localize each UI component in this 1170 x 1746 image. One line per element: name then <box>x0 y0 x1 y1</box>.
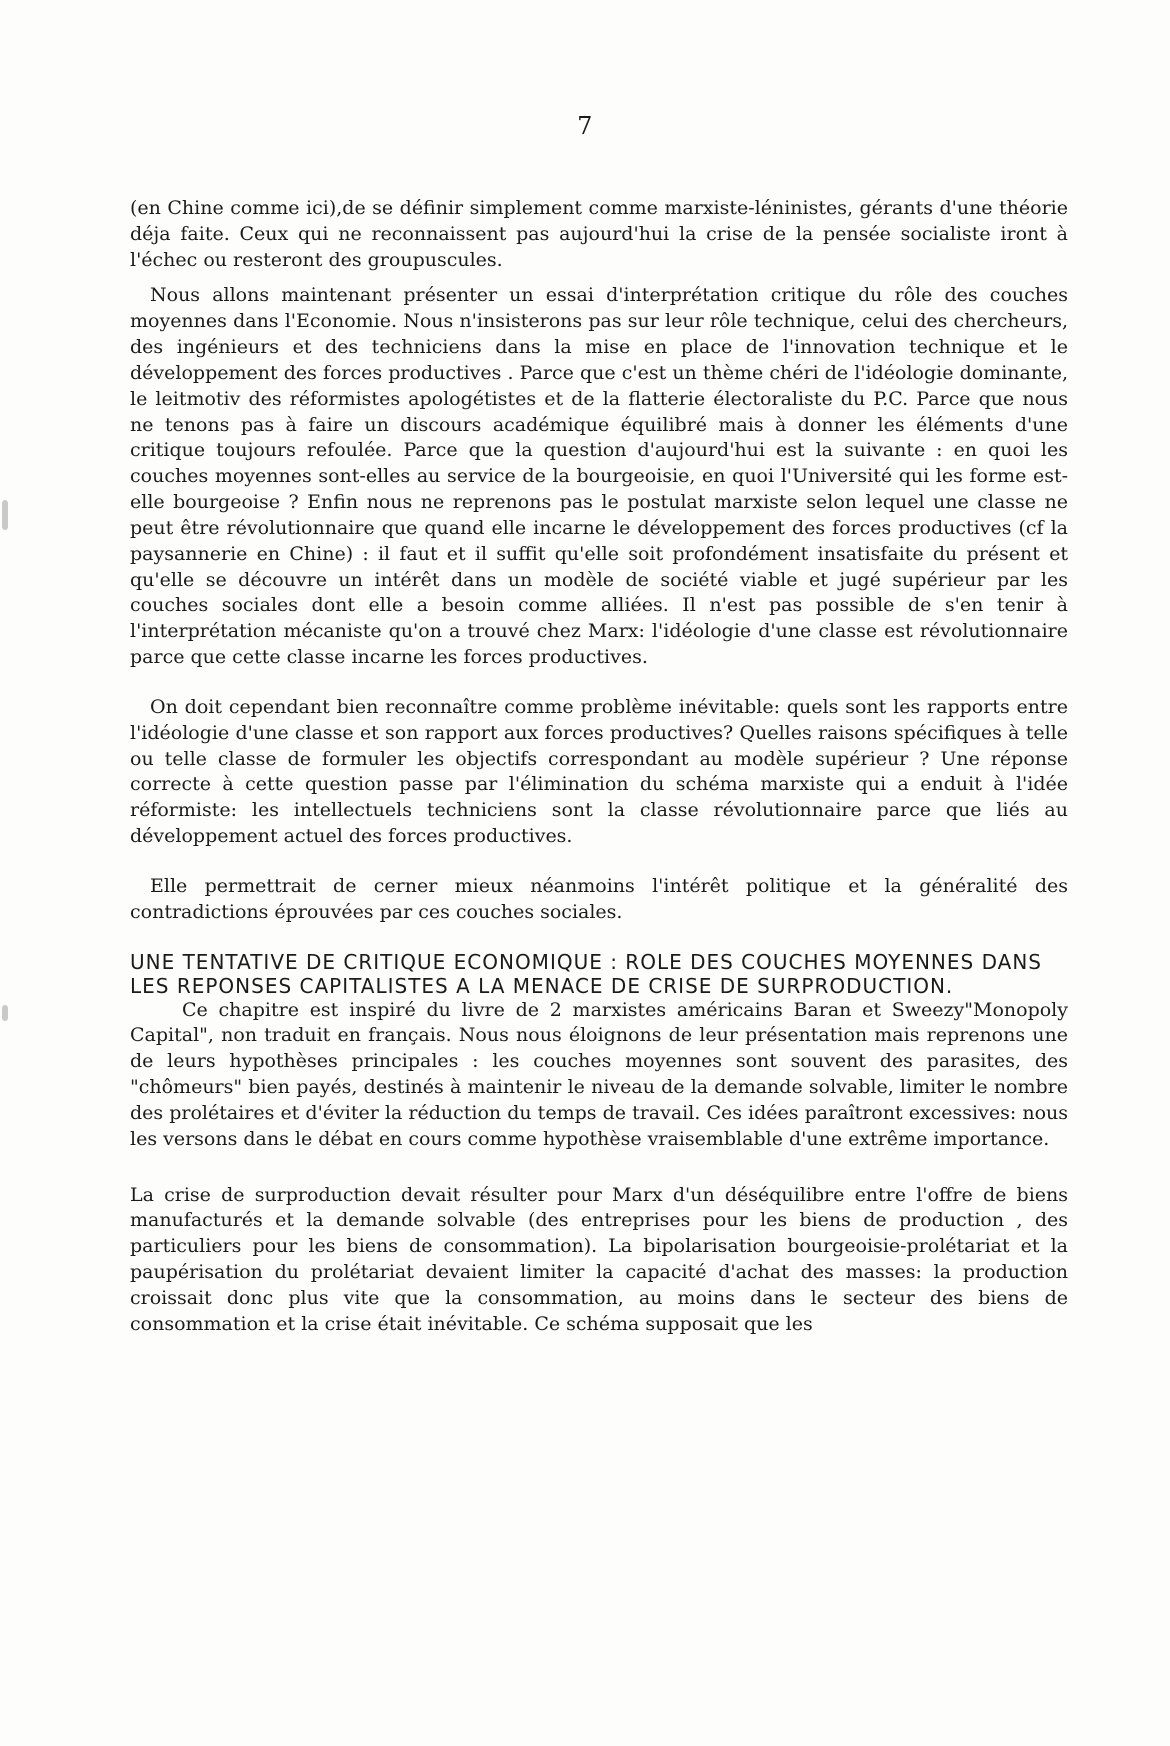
page-number: 7 <box>577 112 593 140</box>
section-heading: UNE TENTATIVE DE CRITIQUE ECONOMIQUE : ROLE DES COUCHES MOYENNES DANS LES REPONSES CAPITALISTES A LA MENACE DE CRISE DE SURPRODUCTION. <box>130 949 1042 998</box>
scan-margin-mark <box>2 500 8 530</box>
paragraph-continuation: (en Chine comme ici),de se définir simplement comme marxiste-léninistes, gérants d'une théorie déja faite. Ceux qui ne reconnaissent pas aujourd'hui la crise de la pensée socialiste iront à l'échec ou resteront des groupuscules. <box>130 197 1068 271</box>
paragraph-political-interest: Elle permettrait de cerner mieux néanmoins l'intérêt politique et la généralité des contradictions éprouvées par ces couches sociales. <box>130 874 1068 923</box>
paragraph-ideology-question: On doit cependant bien reconnaître comme problème inévitable: quels sont les rapports entre l'idéologie d'une classe et son rapport aux forces productives? Quelles raisons spécifiques à telle ou telle classe de formuler les objectifs correspondant au modèle supérieur ? Une réponse correcte à cette question passe par l'élimination du schéma marxiste qui a enduit à l'idée réformiste: les intellectuels techniciens sont la classe révolutionnaire parce que liés au développement actuel des forces productives. <box>130 695 1068 848</box>
paragraph-overproduction-crisis: La crise de surproduction devait résulter pour Marx d'un déséquilibre entre l'offre de biens manufacturés et la demande solvable (des entreprises pour les biens de production , des particuliers pour les biens de consommation). La bipolarisation bourgeoisie-prolétariat et la paupérisation du prolétariat devaient limiter la capacité d'achat des masses: la production croissait donc plus vite que la consommation, au moins dans le secteur des biens de consommation et la crise était inévitable. Ce schéma supposait que les <box>130 1183 1068 1335</box>
paragraph-monopoly-capital: Ce chapitre est inspiré du livre de 2 marxistes américains Baran et Sweezy"Monopoly Capital", non traduit en français. Nous nous éloignons de leur présentation mais reprenons une de leurs hypothèses principales : les couches moyennes sont souvent des parasites, des "chômeurs" bien payés, destinés à maintenir le niveau de la demande solvable, limiter le nombre des prolétaires et d'éviter la réduction du temps de travail. Ces idées paraîtront excessives: nous les versons dans le débat en cours comme hypothèse vraisemblable d'une extrême importance. <box>130 998 1068 1150</box>
body-text <box>130 196 1068 1337</box>
scan-margin-mark <box>2 1005 8 1021</box>
paragraph-critical-interpretation: Nous allons maintenant présenter un essai d'interprétation critique du rôle des couches moyennes dans l'Economie. Nous n'insisterons pas sur leur rôle technique, celui des chercheurs, des ingénieurs et des techniciens dans la mise en place de l'innovation technique et le développement des forces productives . Parce que c'est un thème chéri de l'idéologie dominante, le leitmotiv des réformistes apologétistes et de la flatterie électoraliste du P.C. Parce que nous ne tenons pas à faire un discours académique équilibré mais à donner les éléments d'une critique toujours refoulée. Parce que la question d'aujourd'hui est la suivante : en quoi les couches moyennes sont-elles au service de la bourgeoisie, en quoi l'Université qui les forme est-elle bourgeoise ? Enfin nous ne reprenons pas le postulat marxiste selon lequel une classe ne peut être révolutionnaire que quand elle incarne le développement des forces productives (cf la paysannerie en Chine) : il faut et il suffit qu'elle soit profondément insatisfaite du présent et qu'elle se découvre un intérêt dans un modèle de société viable et jugé supérieur par les couches sociales dont elle a besoin comme alliées. Il n'est pas possible de s'en tenir à l'interprétation mécaniste qu'on a trouvé chez Marx: l'idéologie d'une classe est révolutionnaire parce que cette classe incarne les forces productives. <box>130 284 1068 669</box>
